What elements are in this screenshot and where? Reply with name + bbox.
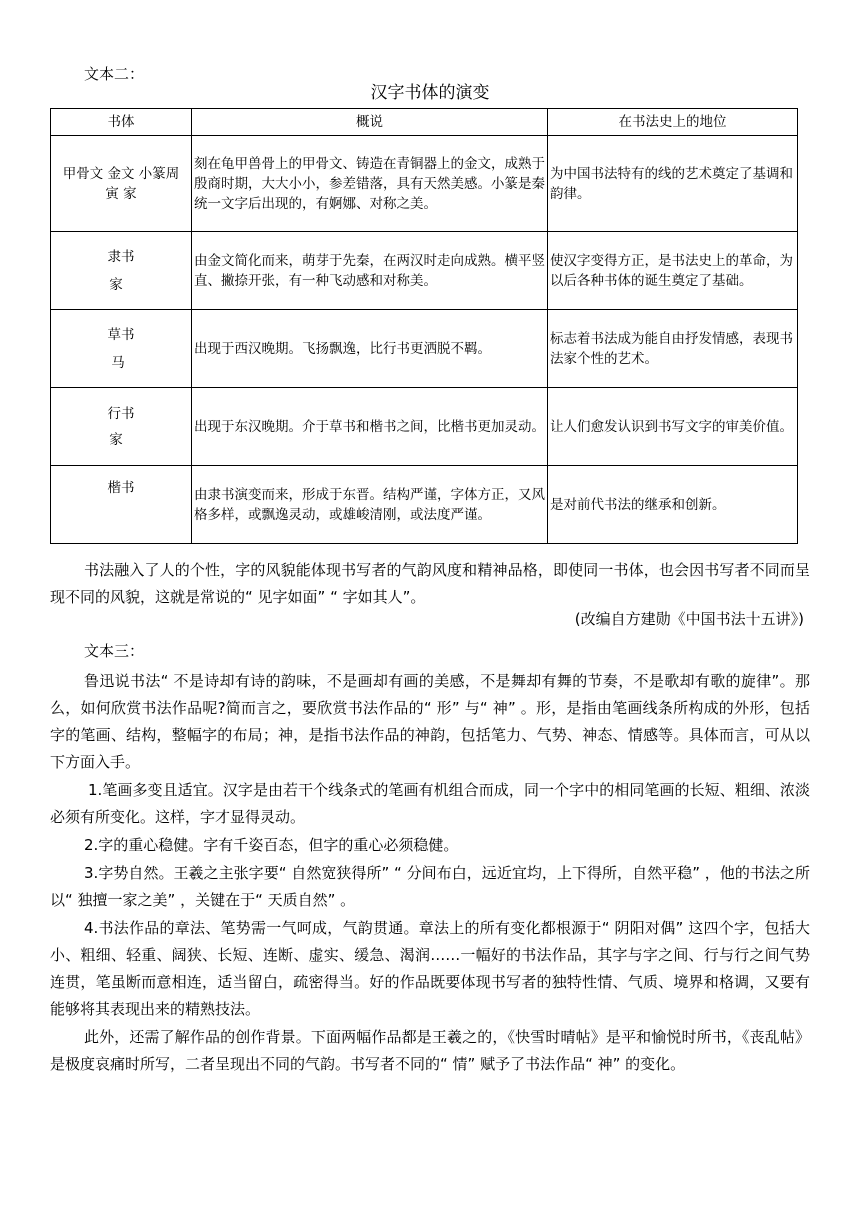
script-evolution-table [50, 108, 798, 544]
row-status-cell: 为中国书法特有的线的艺术奠定了基调和韵律。 [548, 136, 798, 232]
table-title: 汉字书体的演变 [370, 83, 490, 103]
table-row [51, 310, 798, 388]
point-2: 2.字的重心稳健。字有千姿百态，但字的重心必须稳健。 [84, 836, 459, 854]
style-sub: 家 [109, 276, 123, 293]
table-row [51, 466, 798, 544]
row-style-cell [51, 136, 192, 232]
text3-body [50, 668, 810, 1078]
row-status-cell: 是对前代书法的继承和创新。 [548, 466, 798, 544]
row-style-cell [51, 388, 192, 466]
style-name: 隶书 [107, 248, 135, 265]
text3-label: 文本三： [84, 642, 145, 660]
header-overview: 概说 [192, 109, 548, 136]
style-sub: 马 [111, 354, 125, 371]
point-3: 3.字势自然。王羲之主张字要“ 自然宽狭得所” “ 分间布白，远近宜均，上下得所，自然平稳” ，他的书法之所以“ 独擅一家之美” ，关键在于“ 天质自然” 。 [50, 864, 810, 909]
row-overview-cell: 刻在龟甲兽骨上的甲骨文、铸造在青铜器上的金文，成熟于殷商时期，大大小小，参差错落，具有天然美感。小篆是秦统一文字后出现的，有婀娜、对称之美。 [192, 136, 548, 232]
closing-paragraph: 此外，还需了解作品的创作背景。下面两幅作品都是王羲之的，《快雪时晴帖》是平和愉悦时所书，《丧乱帖》是极度哀痛时所写，二者呈现出不同的气韵。书写者不同的“ 情” 赋予了书法作品“ 神” 的变化。 [50, 1028, 810, 1073]
style-name: 行书 [107, 405, 135, 422]
row-overview-cell: 出现于东汉晚期。介于草书和楷书之间，比楷书更加灵动。 [192, 388, 548, 466]
header-status: 在书法史上的地位 [548, 109, 798, 136]
row-overview-cell: 出现于西汉晚期。飞扬飘逸，比行书更洒脱不羁。 [192, 310, 548, 388]
table-header-row [51, 109, 798, 136]
point-1: 1.笔画多变且适宜。汉字是由若干个线条式的笔画有机组合而成，同一个字中的相同笔画的长短、粗细、浓淡必须有所变化。这样，字才显得灵动。 [50, 781, 810, 826]
row-style-cell [51, 466, 192, 544]
row-status-cell: 使汉字变得方正，是书法史上的革命，为以后各种书体的诞生奠定了基础。 [548, 232, 798, 310]
row-style-cell [51, 232, 192, 310]
header-style: 书体 [51, 109, 192, 136]
row-overview-cell: 由隶书演变而来，形成于东晋。结构严谨，字体方正，又风格多样，或飘逸灵动，或雄峻清刚，或法度严谨。 [192, 466, 548, 544]
table-row [51, 232, 798, 310]
after-table-paragraph [50, 557, 810, 611]
style-name: 草书 [107, 326, 135, 343]
source-citation: (改编自方建勋《中国书法十五讲》) [574, 610, 804, 628]
after-table-text: 书法融入了人的个性，字的风貌能体现书写者的气韵风度和精神品格，即使同一书体，也会因书写者不同而呈现不同的风貌，这就是常说的“ 见字如面” “ 字如其人”。 [50, 561, 810, 606]
row-status-cell: 标志着书法成为能自由抒发情感，表现书法家个性的艺术。 [548, 310, 798, 388]
style-sub: 寅 家 [105, 185, 137, 202]
row-style-cell [51, 310, 192, 388]
point-4: 4.书法作品的章法、笔势需一气呵成，气韵贯通。章法上的所有变化都根源于“ 阴阳对偶” 这四个字，包括大小、粗细、轻重、阔狭、长短、连断、虚实、缓急、渴润……一幅好的书法作品，其字与字之间、行与行之间气势连贯，笔虽断而意相连，适当留白，疏密得当。好的作品既要体现书写者的独特性情、气质、境界和格调，又要有能够将其表现出来的精熟技法。 [50, 919, 810, 1018]
row-overview-cell: 由金文简化而来，萌芽于先秦，在两汉时走向成熟。横平竖直、撇捺开张，有一种飞动感和对称美。 [192, 232, 548, 310]
table-row [51, 388, 798, 466]
table-row [51, 136, 798, 232]
text3-intro: 鲁迅说书法“ 不是诗却有诗的韵味，不是画却有画的美感，不是舞却有舞的节奏，不是歌却有歌的旋律”。那么，如何欣赏书法作品呢?简而言之，要欣赏书法作品的“ 形” 与“ 神” 。形，是指由笔画线条所构成的外形，包括字的笔画、结构，整幅字的布局；神，是指书法作品的神韵，包括笔力、气势、神态、情感等。具体而言，可从以下方面入手。 [50, 672, 810, 771]
row-status-cell: 让人们愈发认识到书写文字的审美价值。 [548, 388, 798, 466]
style-name: 甲骨文 金文 小篆周 [62, 165, 180, 182]
style-sub: 家 [109, 431, 123, 448]
text2-label: 文本二： [84, 65, 145, 83]
style-name: 楷书 [107, 480, 135, 496]
